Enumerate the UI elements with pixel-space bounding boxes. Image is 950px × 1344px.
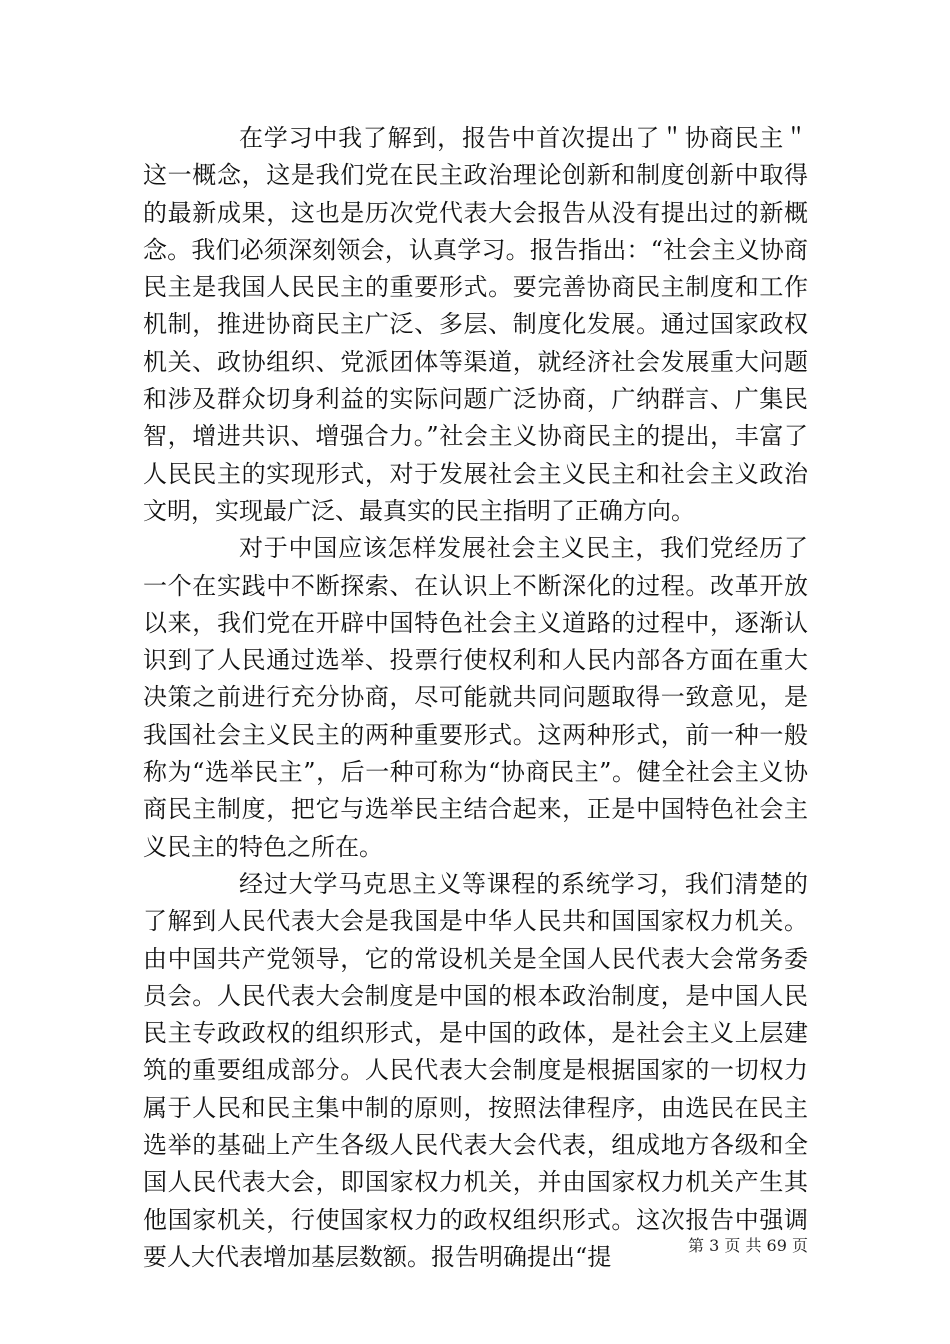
paragraph-socialist-democracy-development: 对于中国应该怎样发展社会主义民主，我们党经历了一个在实践中不断探索、在认识上不断深化的过程。改革开放以来，我们党在开辟中国特色社会主义道路的过程中，逐渐认识到了人民通过选举、投票行使权利和人民内部各方面在重大决策之前进行充分协商，尽可能就共同问题取得一致意见，是我国社会主义民主的两种重要形式。这两种形式，前一种一般称为“选举民主”，后一种可称为“协商民主”。健全社会主义协商民主制度，把它与选举民主结合起来，正是中国特色社会主义民主的特色之所在。 bbox=[143, 534, 808, 861]
paragraph-peoples-congress: 经过大学马克思主义等课程的系统学习，我们清楚的了解到人民代表大会是我国是中华人民共和国国家权力机关。由中国共产党领导，它的常设机关是全国人民代表大会常务委员会。人民代表大会制度是中国的根本政治制度，是中国人民民主专政政权的组织形式，是中国的政体，是社会主义上层建筑的重要组成部分。人民代表大会制度是根据国家的一切权力属于人民和民主集中制的原则，按照法律程序，由选民在民主选举的基础上产生各级人民代表大会代表，组成地方各级和全国人民代表大会，即国家权力机关，并由国家权力机关产生其他国家机关，行使国家权力的政权组织形式。这次报告中强调要人大代表增加基层数额。报告明确提出“提 bbox=[143, 869, 808, 1271]
paragraph-deliberative-democracy: 在学习中我了解到，报告中首次提出了＂协商民主＂这一概念，这是我们党在民主政治理论创新和制度创新中取得的最新成果，这也是历次党代表大会报告从没有提出过的新概念。我们必须深刻领会，认真学习。报告指出：“社会主义协商民主是我国人民民主的重要形式。要完善协商民主制度和工作机制，推进协商民主广泛、多层、制度化发展。通过国家政权机关、政协组织、党派团体等渠道，就经济社会发展重大问题和涉及群众切身利益的实际问题广泛协商，广纳群言、广集民智，增进共识、增强合力。”社会主义协商民主的提出，丰富了人民民主的实现形式，对于发展社会主义民主和社会主义政治文明，实现最广泛、最真实的民主指明了正确方向。 bbox=[143, 124, 808, 525]
document-body bbox=[143, 120, 808, 1276]
page-number-footer: 第 3 页 共 69 页 bbox=[688, 1236, 808, 1255]
